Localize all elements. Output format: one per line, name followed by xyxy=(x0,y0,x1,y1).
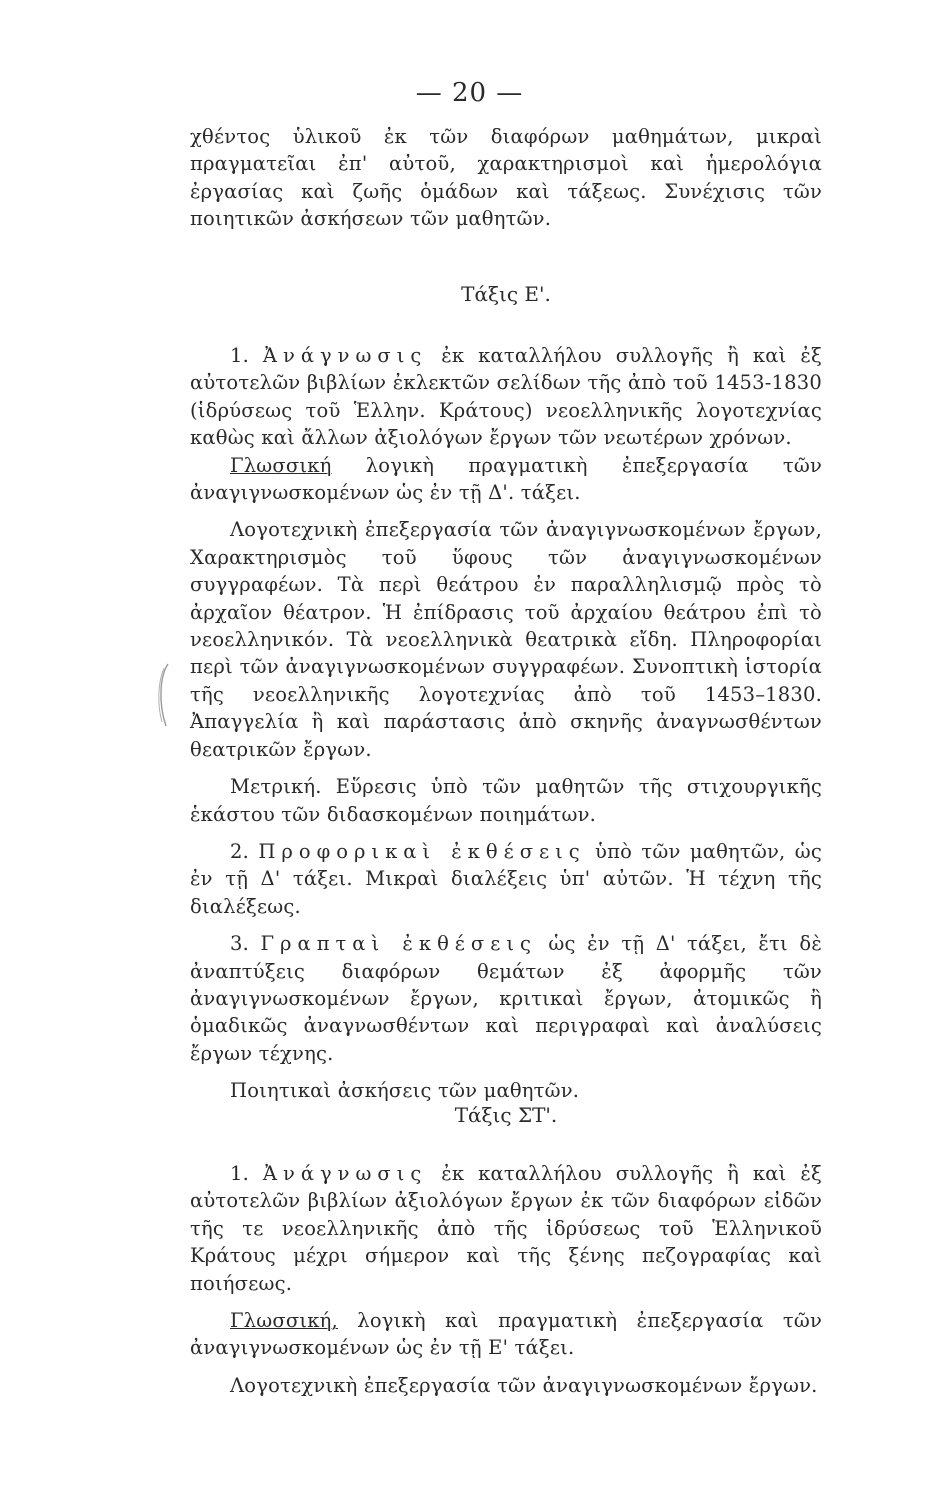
item-spaced-title: Γραπταὶ ἐκθέσεις xyxy=(260,932,537,956)
section-st-item-reading xyxy=(190,1160,822,1297)
section-e-metrics: Μετρική. Εὕρεσις ὑπὸ τῶν μαθητῶν τῆς στιχουργικῆς ἑκάστου τῶν διδασκομένων ποιημάτων. xyxy=(190,775,822,826)
section-e-literary: Λογοτεχνικὴ ἐπεξεργασία τῶν ἀναγιγνωσκομένων ἔργων, Χαρακτηρισμὸς τοῦ ὕφους τῶν ἀναγιγνωσκομένων συγγραφέων. Τὰ περὶ θεάτρου ἐν παραλληλισμῷ πρὸς τὸ ἀρχαῖον θέατρον. Ἡ ἐπίδρασις τοῦ ἀρχαίου θεάτρου ἐπὶ τὸ νεοελληνικόν. Τὰ νεοελληνικὰ θεατρικὰ εἴδη. Πληροφορίαι περὶ τῶν ἀναγιγνωσκομένων συγγραφέων. Συνοπτικὴ ἱστορία τῆς νεοελληνικῆς λογοτεχνίας ἀπὸ τοῦ 1453–1830. Ἀπαγγελία ἢ καὶ παράστασις ἀπὸ σκηνῆς ἀναγνωσθέντων θεατρικῶν ἔργων. xyxy=(190,518,822,761)
item-text: ἐκ καταλλήλου συλλογῆς ἢ καὶ ἐξ αὐτοτελῶν βιβλίων ἐκλεκτῶν σελίδων τῆς ἀπὸ τοῦ 1453-1830 (ἱδρύσεως τοῦ Ἑλλην. Κράτους) νεοελληνικῆς λογοτεχνίας καθὼς καὶ ἄλλων ἀξιολόγων ἔργων τῶν νεωτέρων χρόνων. xyxy=(190,344,822,450)
page-number: — 20 — xyxy=(415,78,524,108)
glossiki-text: λογικὴ πραγματικὴ ἐπεξεργασία τῶν ἀναγιγνωσκομένων ὡς ἐν τῇ Δ'. τάξει. xyxy=(190,453,822,505)
item-number: 1. xyxy=(230,1162,250,1185)
margin-pencil-mark xyxy=(152,662,174,728)
intro-paragraph: χθέντος ὑλικοῦ ἐκ τῶν διαφόρων μαθημάτων, μικραὶ πραγματεῖαι ἐπ' αὐτοῦ, χαρακτηρισμοὶ καὶ ἡμερολόγια ἐργασίας καὶ ζωῆς ὁμάδων καὶ τάξεως. Συνέχισις τῶν ποιητικῶν ἀσκήσεων τῶν μαθητῶν. xyxy=(190,125,822,231)
item-spaced-title: Ἀνάγνωσις xyxy=(262,344,428,367)
underlined-term: Γλωσσική xyxy=(230,453,332,477)
glossiki-text: λογικὴ καὶ πραγματικὴ ἐπεξεργασία τῶν ἀναγιγνωσκομένων ὡς ἐν τῇ Ε' τάξει. xyxy=(190,1309,822,1360)
section-e-heading: Τάξις Ε'. xyxy=(461,282,551,306)
section-e-body xyxy=(190,342,822,1105)
section-e-item-reading xyxy=(190,342,822,452)
section-e-item-written xyxy=(190,930,822,1067)
item-text: ὡς ἐν τῇ Δ' τάξει, ἔτι δὲ ἀναπτύξεις διαφόρων θεμάτων ἐξ ἀφορμῆς τῶν ἀναγιγνωσκομένων ἔργων, κριτικαὶ ἔργων, ἀτομικῶς ἢ ὁμαδικῶς ἀναγνωσθέντων καὶ περιγραφαὶ καὶ ἀναλύσεις ἔργων τέχνης. xyxy=(190,932,822,1065)
section-e-glossiki xyxy=(190,452,822,507)
item-spaced-title: Προφορικαὶ ἐκθέσεις xyxy=(258,839,586,863)
section-e-poetic: Ποιητικαὶ ἀσκήσεις τῶν μαθητῶν. xyxy=(230,1079,580,1103)
section-e-item-oral xyxy=(190,838,822,920)
section-st-glossiki xyxy=(190,1307,822,1362)
section-st-literary: Λογοτεχνικὴ ἐπεξεργασία τῶν ἀναγιγνωσκομένων ἔργων. xyxy=(230,1373,818,1397)
item-text: ὑπὸ τῶν μαθητῶν, ὡς ἐν τῇ Δ' τάξει. Μικραὶ διαλέξεις ὑπ' αὐτῶν. Ἡ τέχνη τῆς διαλέξεως. xyxy=(190,839,823,918)
item-number: 1. xyxy=(230,344,250,367)
intro-block xyxy=(190,123,822,233)
underlined-term: Γλωσσική, xyxy=(230,1309,338,1333)
section-st-body xyxy=(190,1160,822,1399)
item-number: 2. xyxy=(230,839,250,863)
item-text: ἐκ καταλλήλου συλλογῆς ἢ καὶ ἐξ αὐτοτελῶν βιβλίων ἀξιολόγων ἔργων ἐκ τῶν διαφόρων εἰδῶν τῆς τε νεοελληνικῆς ἀπὸ τῆς ἱδρύσεως τοῦ Ἑλληνικοῦ Κράτους μέχρι σήμερον καὶ τῆς ξένης πεζογραφίας καὶ ποιήσεως. xyxy=(190,1162,822,1295)
item-number: 3. xyxy=(230,932,250,956)
section-st-heading: Τάξις ΣΤ'. xyxy=(454,1103,558,1127)
item-spaced-title: Ἀνάγνωσις xyxy=(262,1162,428,1185)
